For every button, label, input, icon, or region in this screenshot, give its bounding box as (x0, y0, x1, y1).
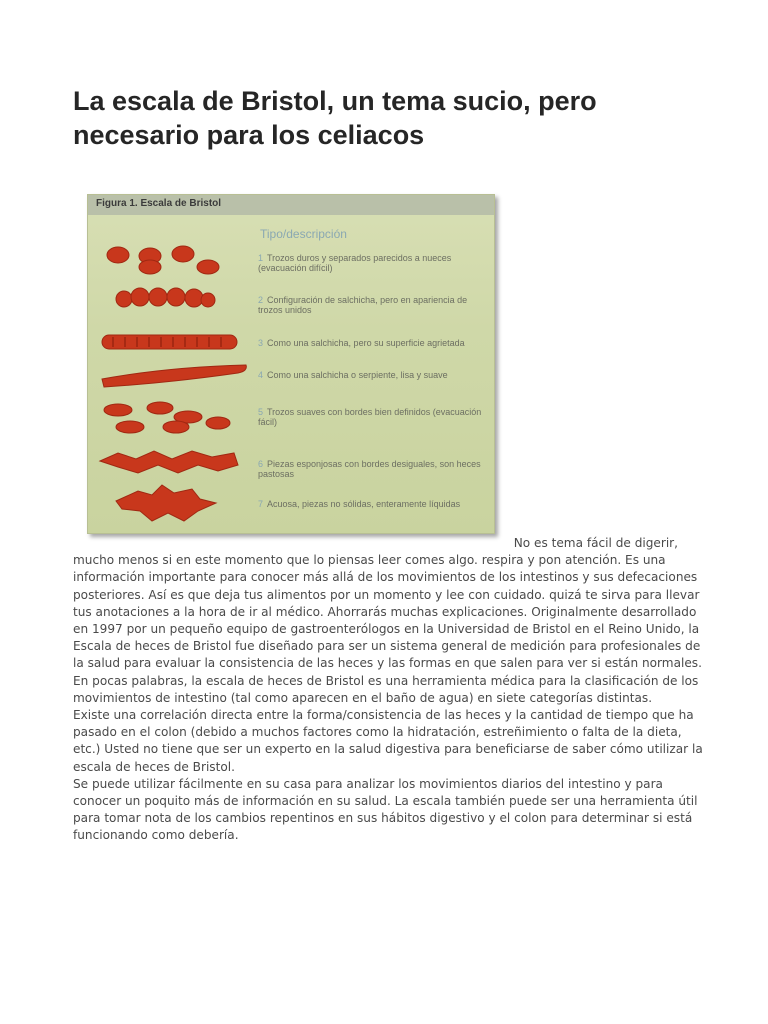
figure-item-number: 3 (258, 338, 264, 348)
article-body (73, 535, 703, 845)
figure-item-text: Como una salchicha, pero su superficie agrietada (267, 338, 465, 348)
stool-illustrations (88, 195, 258, 533)
figure-item-text: Trozos duros y separados parecidos a nueces (evacuación difícil) (258, 253, 452, 273)
figure-item-text: Configuración de salchicha, pero en apariencia de trozos unidos (258, 295, 468, 315)
figure-item-text: Trozos suaves con bordes bien definidos (evacuación fácil) (258, 407, 482, 427)
stool-type-4 (102, 365, 246, 387)
stool-type-1 (107, 246, 219, 274)
stool-type-3 (102, 335, 237, 349)
figure-item-3 (258, 338, 483, 348)
figure-item-text: Piezas esponjosas con bordes desiguales, son heces pastosas (258, 459, 481, 479)
figure-item-1 (258, 253, 483, 273)
figure-item-4 (258, 370, 483, 380)
figure-item-number: 5 (258, 407, 264, 417)
bristol-scale-figure (87, 194, 495, 534)
figure-column-header: Tipo/descripción (260, 227, 347, 241)
paragraph-lead: No es tema fácil de digerir, (513, 536, 678, 550)
stool-type-7 (116, 485, 216, 521)
figure-item-7 (258, 499, 483, 509)
figure-item-number: 1 (258, 253, 264, 263)
stool-type-2 (116, 288, 215, 307)
paragraph (73, 535, 703, 707)
figure-item-text: Como una salchicha o serpiente, lisa y suave (267, 370, 448, 380)
figure-item-text: Acuosa, piezas no sólidas, enteramente líquidas (267, 499, 461, 509)
figure-title: Figura 1. Escala de Bristol (96, 198, 222, 209)
paragraph-text: mucho menos si en este momento que lo piensas leer comes algo. respira y pon atención. Es una información importante para conocer más allá de los movimientos de los intestinos y sus defecaciones posteriores. Así es que deja tus alimentos por un momento y lee con cuidado. quizá te sirva para llevar tus anotaciones a la hora de ir al médico. Ahorrarás muchas explicaciones. Originalmente desarrollado en 1997 por un pequeño equipo de gastroenterólogos en la Universidad de Bristol en el Reino Unido, la Escala de heces de Bristol fue diseñado para ser un sistema general de medición para profesionales de la salud para evaluar la consistencia de las heces y las formas en que salen para ver si están normales. En pocas palabras, la escala de heces de Bristol es una herramienta médica para la clasificación de los movimientos de intestino (tal como aparecen en el baño de agua) en siete categorías distintas. (73, 553, 702, 705)
figure-item-number: 4 (258, 370, 264, 380)
stool-type-6 (100, 451, 238, 473)
paragraph: Se puede utilizar fácilmente en su casa para analizar los movimientos diarios del intestino y para conocer un poquito más de información en su salud. La escala también puede ser una herramienta útil para tomar nota de los cambios repentinos en sus hábitos digestivo y el colon para determinar si está funcionando como debería. (73, 776, 698, 843)
page-title: La escala de Bristol, un tema sucio, pero necesario para los celiacos (73, 86, 597, 150)
figure-item-number: 6 (258, 459, 264, 469)
figure-item-number: 2 (258, 295, 264, 305)
figure-item-5 (258, 407, 483, 427)
figure-item-6 (258, 459, 483, 479)
paragraph: Existe una correlación directa entre la forma/consistencia de las heces y la cantidad de tiempo que ha pasado en el colon (debido a muchos factores como la hidratación, estreñimiento o falta de la dieta, etc.) Usted no tiene que ser un experto en la salud digestiva para beneficiarse de saber cómo utilizar la escala de heces de Bristol. (73, 708, 703, 774)
stool-type-5 (104, 402, 230, 433)
figure-item-number: 7 (258, 499, 264, 509)
figure-item-2 (258, 295, 483, 315)
